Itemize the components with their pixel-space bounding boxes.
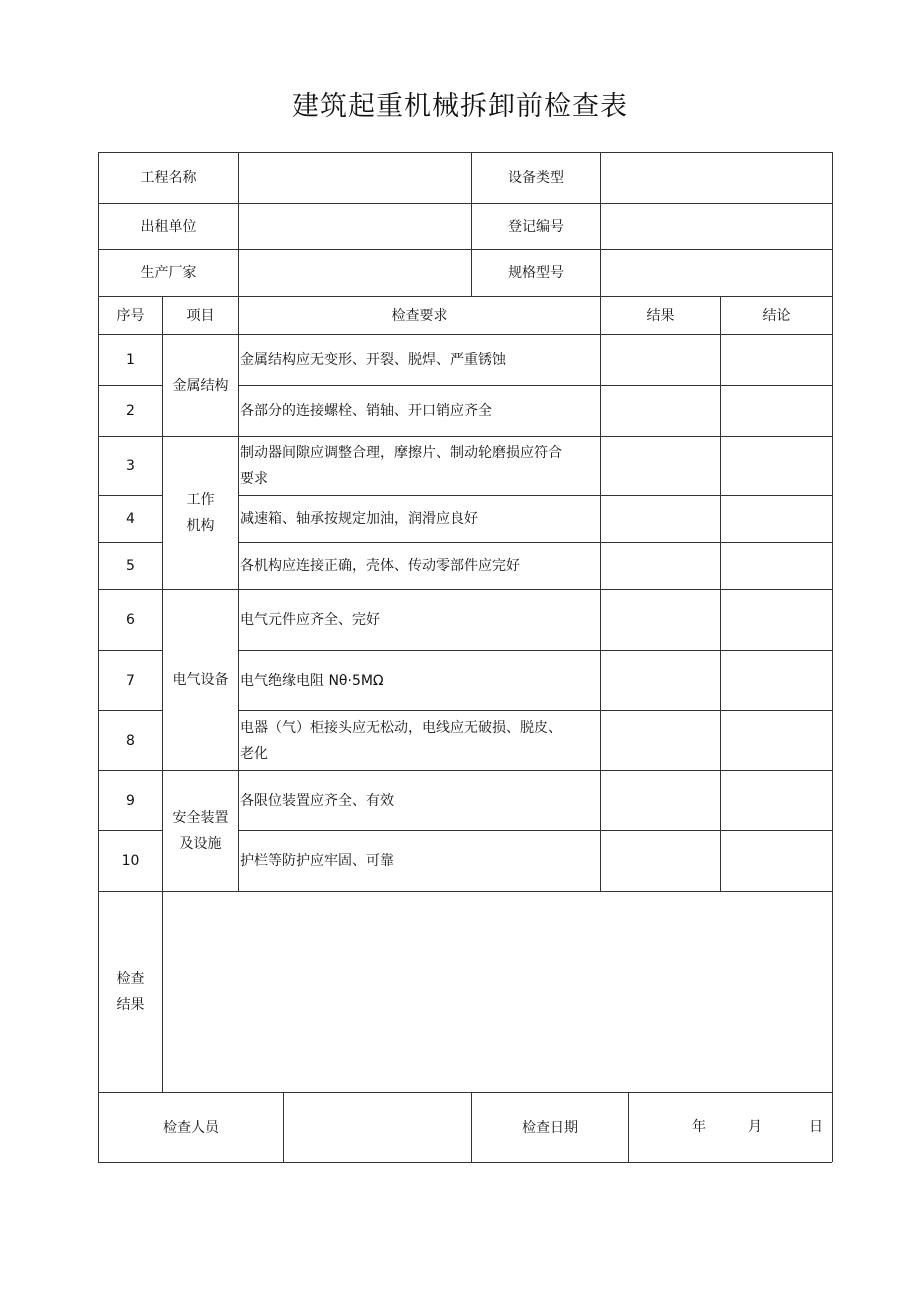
row-requirement-text: 各限位装置应齐全、有效 — [240, 792, 394, 809]
header-no-text: 序号 — [116, 307, 145, 324]
model-label-text: 规格型号 — [508, 265, 564, 281]
header-item — [163, 297, 238, 334]
row-requirement-line2: 要求 — [240, 471, 268, 487]
row-requirement-text: 护栏等防护应牢固、可靠 — [240, 853, 394, 869]
result-cell[interactable] — [601, 590, 720, 650]
row-requirement — [239, 771, 600, 830]
group-working-mechanism — [163, 437, 238, 589]
row-no — [99, 831, 162, 891]
conclusion-cell[interactable] — [721, 437, 832, 495]
group-safety-line2: 及设施 — [179, 836, 222, 852]
row-no-text: 4 — [126, 511, 135, 527]
row-requirement-line1: 制动器间隙应调整合理，摩擦片、制动轮磨损应符合 — [240, 445, 562, 461]
row-no-text: 8 — [126, 732, 135, 749]
header-requirement-text: 检查要求 — [391, 307, 448, 324]
conclusion-cell[interactable] — [721, 543, 832, 589]
device-type-field[interactable] — [601, 153, 832, 203]
conclusion-cell[interactable] — [721, 711, 832, 770]
table-border-right — [832, 152, 833, 1162]
result-cell[interactable] — [601, 386, 720, 436]
row-requirement — [239, 590, 600, 650]
row-no-text: 9 — [126, 792, 135, 809]
row-requirement — [239, 386, 600, 436]
row-no — [99, 437, 162, 495]
conclusion-cell[interactable] — [721, 386, 832, 436]
row-no — [99, 386, 162, 436]
group-metal-structure-text: 金属结构 — [172, 377, 229, 394]
inspection-date-label — [472, 1093, 628, 1162]
row-no-text: 6 — [126, 612, 135, 628]
inspection-result-label-line1: 检查 — [116, 971, 145, 987]
date-month-label: 月 — [748, 1119, 762, 1135]
page-title: 建筑起重机械拆卸前检查表 — [292, 91, 628, 122]
row-requirement-text: 各部分的连接螺栓、销轴、开口销应齐全 — [240, 403, 492, 419]
row-no-text: 7 — [126, 672, 135, 689]
row-requirement-line2: 老化 — [240, 745, 268, 762]
conclusion-cell[interactable] — [721, 771, 832, 830]
header-no — [99, 297, 162, 334]
model-label — [472, 250, 600, 296]
conclusion-cell[interactable] — [721, 590, 832, 650]
date-day-label: 日 — [809, 1119, 823, 1135]
project-name-label — [99, 153, 238, 203]
project-name-label-text: 工程名称 — [140, 170, 197, 186]
row-requirement — [239, 335, 600, 385]
group-safety-line1: 安全装置 — [172, 810, 229, 826]
rental-unit-label-text: 出租单位 — [140, 218, 197, 235]
row-requirement — [239, 831, 600, 891]
registration-no-label — [472, 204, 600, 249]
result-cell[interactable] — [601, 437, 720, 495]
conclusion-cell[interactable] — [721, 831, 832, 891]
row-no-text: 1 — [126, 352, 135, 368]
row-requirement-line1: 电器（气）柜接头应无松动，电线应无破损、脱皮、 — [240, 719, 562, 736]
header-result — [601, 297, 720, 334]
group-working-mechanism-line2: 机构 — [186, 518, 215, 534]
row-requirement — [239, 651, 600, 710]
row-requirement-text: 电气绝缘电阻 Nθ·5MΩ — [240, 672, 384, 689]
row-requirement-text: 金属结构应无变形、开裂、脱焊、严重锈蚀 — [240, 352, 506, 368]
conclusion-cell[interactable] — [721, 651, 832, 710]
row-no — [99, 496, 162, 542]
device-type-label — [472, 153, 600, 203]
inspection-date-label-text: 检查日期 — [522, 1119, 578, 1136]
group-metal-structure — [163, 335, 238, 436]
header-item-text: 项目 — [186, 307, 215, 324]
date-year-label: 年 — [692, 1119, 706, 1135]
inspection-date-field[interactable] — [629, 1093, 832, 1162]
row-no — [99, 335, 162, 385]
inspector-label — [99, 1093, 283, 1162]
model-field[interactable] — [601, 250, 832, 296]
result-cell[interactable] — [601, 335, 720, 385]
row-requirement — [239, 496, 600, 542]
result-cell[interactable] — [601, 496, 720, 542]
conclusion-cell[interactable] — [721, 496, 832, 542]
header-conclusion-text: 结论 — [762, 307, 791, 324]
inspector-field[interactable] — [284, 1093, 471, 1162]
conclusion-cell[interactable] — [721, 335, 832, 385]
registration-no-label-text: 登记编号 — [508, 218, 564, 235]
rental-unit-field[interactable] — [239, 204, 471, 249]
result-cell[interactable] — [601, 771, 720, 830]
row-divider — [98, 1162, 832, 1163]
group-safety — [163, 771, 238, 891]
row-no — [99, 711, 162, 770]
group-working-mechanism-line1: 工作 — [186, 492, 215, 508]
group-electrical — [163, 590, 238, 770]
rental-unit-label — [99, 204, 238, 249]
row-requirement-text: 减速箱、轴承按规定加油，润滑应良好 — [240, 511, 478, 527]
manufacturer-field[interactable] — [239, 250, 471, 296]
inspection-result-label — [99, 892, 162, 1092]
row-requirement — [239, 437, 600, 495]
row-no-text: 3 — [126, 458, 135, 474]
row-no — [99, 543, 162, 589]
result-cell[interactable] — [601, 651, 720, 710]
header-requirement — [239, 297, 600, 334]
header-result-text: 结果 — [646, 307, 675, 324]
row-no-text: 5 — [126, 558, 135, 574]
manufacturer-label — [99, 250, 238, 296]
device-type-label-text: 设备类型 — [508, 170, 564, 186]
row-no-text: 10 — [121, 853, 140, 869]
inspector-label-text: 检查人员 — [163, 1119, 219, 1136]
row-requirement-text: 电气元件应齐全、完好 — [240, 612, 380, 628]
header-conclusion — [721, 297, 832, 334]
project-name-field[interactable] — [239, 153, 471, 203]
manufacturer-label-text: 生产厂家 — [140, 265, 197, 281]
registration-no-field[interactable] — [601, 204, 832, 249]
inspection-result-label-line2: 结果 — [116, 997, 145, 1013]
row-no-text: 2 — [126, 403, 135, 419]
inspection-result-field[interactable] — [163, 892, 832, 1092]
result-cell[interactable] — [601, 543, 720, 589]
row-no — [99, 651, 162, 710]
row-no — [99, 590, 162, 650]
row-no — [99, 771, 162, 830]
result-cell[interactable] — [601, 831, 720, 891]
row-requirement — [239, 543, 600, 589]
group-electrical-text: 电气设备 — [172, 672, 229, 688]
row-requirement-text: 各机构应连接正确，壳体、传动零部件应完好 — [240, 558, 520, 574]
row-requirement — [239, 711, 600, 770]
result-cell[interactable] — [601, 711, 720, 770]
